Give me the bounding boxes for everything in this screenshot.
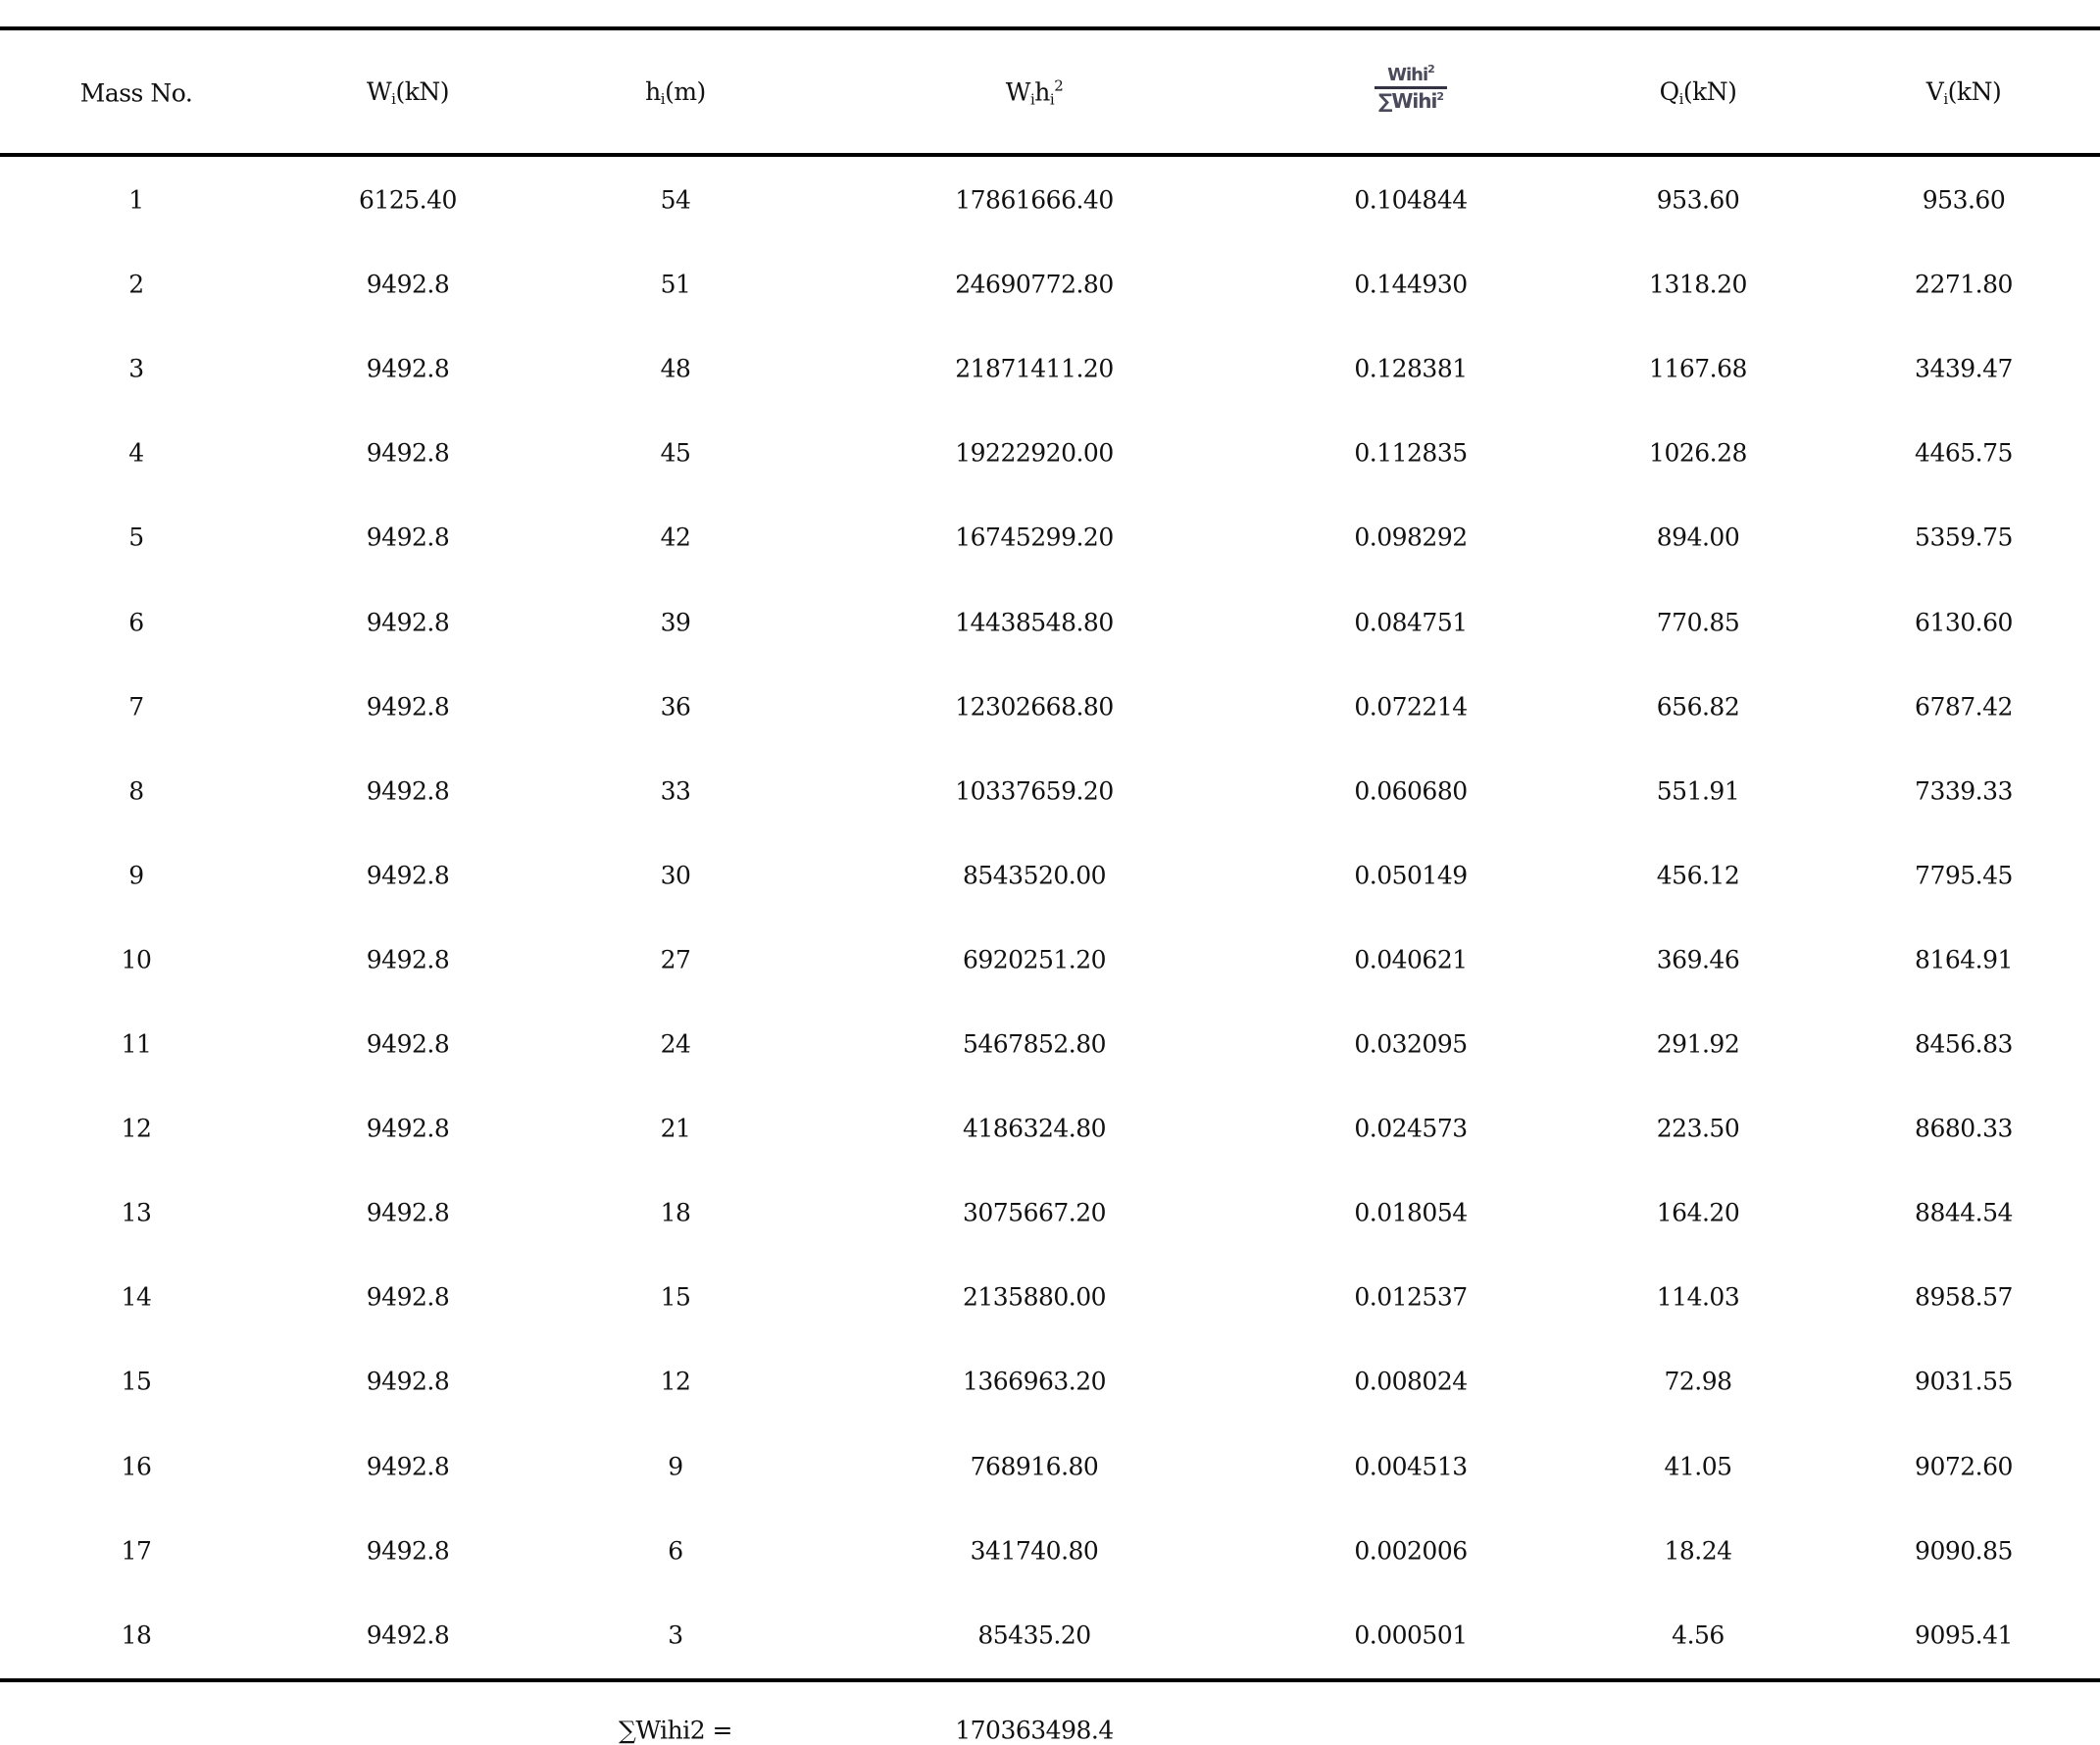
cell-weight: 9492.8 <box>366 945 450 974</box>
denominator-sup: 2 <box>1436 90 1444 103</box>
header-wihi2-w: W <box>1005 77 1030 107</box>
cell-height: 18 <box>660 1198 691 1227</box>
cell-ratio: 0.008024 <box>1354 1367 1468 1396</box>
cell-story-shear: 6130.60 <box>1915 608 2013 636</box>
cell-height: 6 <box>668 1536 683 1566</box>
cell-mass-no: 9 <box>128 861 144 890</box>
cell-story-shear: 3439.47 <box>1915 354 2013 383</box>
cell-weight: 6125.40 <box>359 185 457 215</box>
cell-mass-no: 8 <box>128 776 144 806</box>
cell-wihi2: 85435.20 <box>977 1620 1091 1650</box>
cell-wihi2: 10337659.20 <box>955 776 1114 806</box>
header-qi-unit: (kN) <box>1682 77 1737 106</box>
cell-weight: 9492.8 <box>366 1452 450 1480</box>
header-wihi2-w-sub: i <box>1029 90 1035 109</box>
cell-story-force: 1026.28 <box>1649 438 1747 468</box>
cell-story-shear: 9095.41 <box>1915 1620 2013 1650</box>
header-height-unit: (m) <box>665 77 706 106</box>
cell-wihi2: 16745299.20 <box>955 523 1114 552</box>
fraction-denominator <box>1375 86 1447 111</box>
header-mass-no <box>79 78 193 108</box>
cell-story-force: 369.46 <box>1656 945 1740 974</box>
cell-weight: 9492.8 <box>366 1029 450 1059</box>
cell-wihi2: 24690772.80 <box>955 270 1114 299</box>
cell-weight: 9492.8 <box>366 270 450 299</box>
cell-ratio: 0.032095 <box>1354 1029 1468 1059</box>
cell-ratio: 0.104844 <box>1354 185 1468 215</box>
cell-story-shear: 8164.91 <box>1915 945 2013 974</box>
header-height <box>645 79 706 107</box>
cell-weight: 9492.8 <box>366 861 450 890</box>
cell-height: 12 <box>660 1367 691 1396</box>
fraction-formula <box>1375 64 1447 111</box>
cell-wihi2: 4186324.80 <box>962 1114 1107 1143</box>
cell-height: 15 <box>660 1282 691 1312</box>
cell-story-force: 18.24 <box>1664 1536 1732 1566</box>
cell-mass-no: 5 <box>128 523 144 552</box>
cell-story-force: 291.92 <box>1656 1029 1740 1059</box>
header-vi-unit: (kN) <box>1947 77 2002 106</box>
cell-story-force: 551.91 <box>1656 776 1740 806</box>
cell-ratio: 0.112835 <box>1354 438 1468 468</box>
header-weight <box>367 79 449 107</box>
cell-weight: 9492.8 <box>366 1536 450 1566</box>
header-wihi2 <box>1005 76 1064 109</box>
header-wihi2-sup: 2 <box>1054 76 1064 95</box>
cell-height: 3 <box>668 1620 683 1650</box>
numerator-text: Wihi <box>1387 65 1428 85</box>
cell-story-force: 4.56 <box>1672 1620 1725 1650</box>
summary-value: 170363498.4 <box>955 1716 1114 1745</box>
cell-ratio: 0.012537 <box>1354 1282 1468 1312</box>
cell-mass-no: 16 <box>121 1452 152 1480</box>
summary-label: ∑Wihi2 = <box>619 1716 732 1745</box>
fraction-numerator <box>1383 64 1438 86</box>
cell-ratio: 0.072214 <box>1354 692 1468 722</box>
cell-ratio: 0.040621 <box>1354 945 1468 974</box>
cell-story-shear: 8844.54 <box>1915 1198 2013 1227</box>
cell-mass-no: 2 <box>128 270 144 299</box>
header-height-base: h <box>645 77 661 106</box>
header-story-shear <box>1926 79 2001 107</box>
cell-story-shear: 8958.57 <box>1915 1282 2013 1312</box>
cell-ratio: 0.144930 <box>1354 270 1468 299</box>
cell-mass-no: 6 <box>128 608 144 636</box>
table-header-rule <box>0 153 2100 157</box>
header-wihi2-h: h <box>1034 77 1050 107</box>
table-bottom-rule <box>0 1678 2100 1682</box>
cell-story-force: 894.00 <box>1656 523 1740 552</box>
cell-ratio: 0.004513 <box>1354 1452 1468 1480</box>
cell-height: 51 <box>660 270 691 299</box>
cell-mass-no: 12 <box>121 1114 152 1143</box>
cell-story-shear: 7339.33 <box>1915 776 2013 806</box>
cell-wihi2: 3075667.20 <box>962 1198 1107 1227</box>
header-weight-sub: i <box>391 90 396 108</box>
cell-ratio: 0.002006 <box>1354 1536 1468 1566</box>
cell-wihi2: 21871411.20 <box>955 354 1114 383</box>
cell-story-shear: 9072.60 <box>1915 1452 2013 1480</box>
cell-story-shear: 8680.33 <box>1915 1114 2013 1143</box>
cell-height: 30 <box>660 861 691 890</box>
cell-mass-no: 15 <box>121 1367 152 1396</box>
cell-height: 36 <box>660 692 691 722</box>
cell-weight: 9492.8 <box>366 438 450 468</box>
cell-wihi2: 768916.80 <box>970 1452 1099 1480</box>
header-qi-sub: i <box>1678 90 1683 108</box>
cell-ratio: 0.128381 <box>1354 354 1468 383</box>
cell-story-shear: 9031.55 <box>1915 1367 2013 1396</box>
cell-story-shear: 8456.83 <box>1915 1029 2013 1059</box>
cell-ratio: 0.000501 <box>1354 1620 1468 1650</box>
cell-height: 24 <box>660 1029 691 1059</box>
header-weight-unit: (kN) <box>395 77 450 106</box>
cell-mass-no: 17 <box>121 1536 152 1566</box>
cell-weight: 9492.8 <box>366 608 450 636</box>
cell-story-shear: 7795.45 <box>1915 861 2013 890</box>
cell-mass-no: 4 <box>128 438 144 468</box>
cell-mass-no: 11 <box>121 1029 152 1059</box>
header-vi-sub: i <box>1943 90 1948 108</box>
header-wihi2-h-sub: i <box>1049 90 1055 109</box>
cell-story-force: 456.12 <box>1656 861 1740 890</box>
numerator-sup: 2 <box>1427 63 1434 75</box>
cell-mass-no: 7 <box>128 692 144 722</box>
cell-height: 48 <box>660 354 691 383</box>
header-mass-no-label: Mass No. <box>79 78 193 108</box>
cell-wihi2: 14438548.80 <box>955 608 1114 636</box>
cell-story-shear: 953.60 <box>1922 185 2006 215</box>
cell-story-force: 223.50 <box>1656 1114 1740 1143</box>
header-story-force <box>1660 79 1737 107</box>
cell-wihi2: 1366963.20 <box>962 1367 1107 1396</box>
cell-wihi2: 12302668.80 <box>955 692 1114 722</box>
cell-story-shear: 4465.75 <box>1915 438 2013 468</box>
denominator-text: ∑Wihi <box>1377 89 1437 113</box>
cell-wihi2: 17861666.40 <box>955 185 1114 215</box>
header-qi-base: Q <box>1659 77 1679 106</box>
cell-story-force: 164.20 <box>1656 1198 1740 1227</box>
cell-mass-no: 18 <box>121 1620 152 1650</box>
cell-weight: 9492.8 <box>366 1620 450 1650</box>
cell-weight: 9492.8 <box>366 1282 450 1312</box>
cell-mass-no: 10 <box>121 945 152 974</box>
cell-weight: 9492.8 <box>366 692 450 722</box>
cell-weight: 9492.8 <box>366 354 450 383</box>
cell-height: 39 <box>660 608 691 636</box>
cell-story-force: 41.05 <box>1664 1452 1732 1480</box>
cell-weight: 9492.8 <box>366 1114 450 1143</box>
cell-ratio: 0.024573 <box>1354 1114 1468 1143</box>
header-weight-base: W <box>366 77 392 106</box>
cell-wihi2: 341740.80 <box>970 1536 1099 1566</box>
cell-story-force: 1318.20 <box>1649 270 1747 299</box>
cell-story-shear: 5359.75 <box>1915 523 2013 552</box>
cell-story-force: 114.03 <box>1656 1282 1740 1312</box>
header-ratio-formula <box>1375 60 1447 111</box>
cell-story-shear: 6787.42 <box>1915 692 2013 722</box>
cell-weight: 9492.8 <box>366 1198 450 1227</box>
cell-height: 9 <box>668 1452 683 1480</box>
header-height-sub: i <box>660 90 666 108</box>
cell-mass-no: 13 <box>121 1198 152 1227</box>
cell-mass-no: 1 <box>128 185 144 215</box>
cell-story-force: 72.98 <box>1664 1367 1732 1396</box>
cell-height: 33 <box>660 776 691 806</box>
cell-wihi2: 2135880.00 <box>962 1282 1107 1312</box>
cell-story-force: 770.85 <box>1656 608 1740 636</box>
header-vi-base: V <box>1925 77 1944 106</box>
cell-story-force: 656.82 <box>1656 692 1740 722</box>
cell-ratio: 0.018054 <box>1354 1198 1468 1227</box>
table-top-rule <box>0 26 2100 30</box>
cell-height: 45 <box>660 438 691 468</box>
cell-height: 21 <box>660 1114 691 1143</box>
cell-height: 27 <box>660 945 691 974</box>
cell-wihi2: 5467852.80 <box>962 1029 1107 1059</box>
cell-mass-no: 14 <box>121 1282 152 1312</box>
cell-height: 54 <box>660 185 691 215</box>
cell-wihi2: 19222920.00 <box>955 438 1114 468</box>
cell-height: 42 <box>660 523 691 552</box>
cell-ratio: 0.098292 <box>1354 523 1468 552</box>
cell-wihi2: 6920251.20 <box>962 945 1107 974</box>
cell-story-force: 1167.68 <box>1649 354 1747 383</box>
cell-story-shear: 9090.85 <box>1915 1536 2013 1566</box>
cell-weight: 9492.8 <box>366 1367 450 1396</box>
cell-mass-no: 3 <box>128 354 144 383</box>
cell-story-force: 953.60 <box>1656 185 1740 215</box>
cell-story-shear: 2271.80 <box>1915 270 2013 299</box>
cell-ratio: 0.084751 <box>1354 608 1468 636</box>
cell-weight: 9492.8 <box>366 776 450 806</box>
cell-ratio: 0.050149 <box>1354 861 1468 890</box>
cell-weight: 9492.8 <box>366 523 450 552</box>
cell-ratio: 0.060680 <box>1354 776 1468 806</box>
cell-wihi2: 8543520.00 <box>962 861 1107 890</box>
